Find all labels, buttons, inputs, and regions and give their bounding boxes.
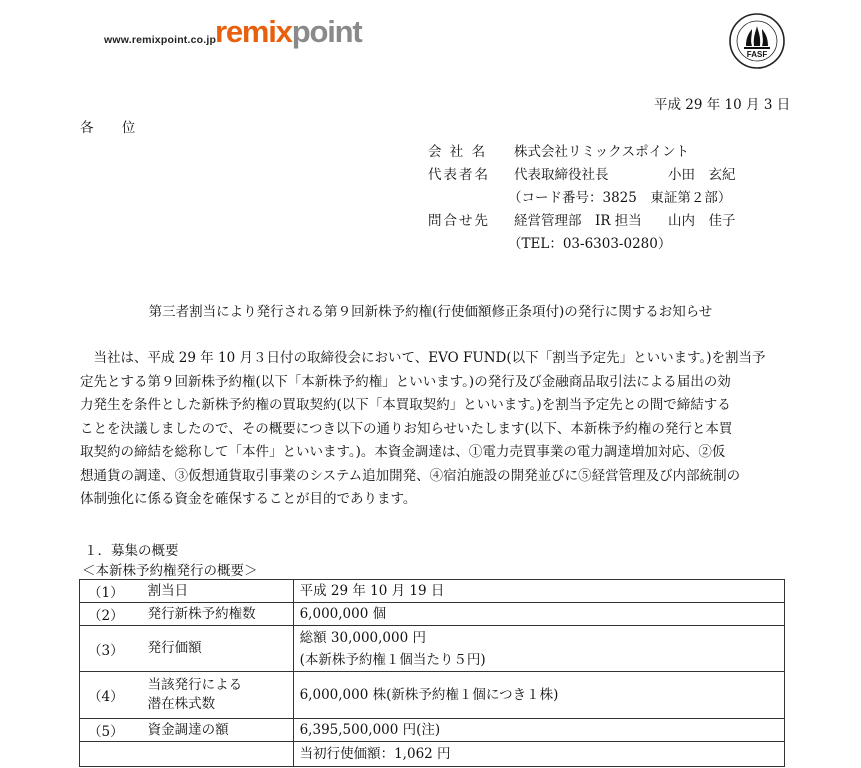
row-number: （4） <box>80 672 130 719</box>
body-line: 体制強化に係る資金を確保することが目的であります。 <box>80 491 417 507</box>
row-value-line: 6,000,000 個 <box>299 606 387 622</box>
seal-label: FASF <box>746 50 768 59</box>
section-heading: １．募集の概要 <box>84 543 179 559</box>
row-label-line: 資金調達の額 <box>147 721 229 738</box>
addressee: 各 位 <box>80 120 148 136</box>
row-label <box>130 672 294 719</box>
table-row <box>80 580 785 603</box>
row-number: （3） <box>80 626 130 672</box>
label-representative: 代表者名 <box>428 167 490 183</box>
row-number: （2） <box>80 603 130 626</box>
table-row <box>80 742 785 767</box>
contact-department: 経営管理部 IR 担当 <box>514 213 642 229</box>
company-logo <box>215 16 361 47</box>
row-number: （1） <box>80 580 130 603</box>
label-company-name: 会 社 名 <box>428 144 488 160</box>
row-label-line: 当該発行による <box>147 677 243 693</box>
row-label-line: 発行新株予約権数 <box>147 605 256 622</box>
representative-name: 小田 玄紀 <box>668 167 736 183</box>
offering-summary-table <box>79 579 785 767</box>
logo-remix: remix <box>215 14 292 49</box>
row-value <box>293 742 784 767</box>
subsection-heading: ＜本新株予約権発行の概要＞ <box>82 563 258 579</box>
document-date: 平成 29 年 10 月 3 日 <box>654 97 791 113</box>
row-value-line: 総額 30,000,000 円 <box>299 629 426 646</box>
table-row <box>80 719 785 742</box>
row-label <box>130 742 294 767</box>
label-contact: 問合せ先 <box>428 213 490 229</box>
company-url[interactable]: www.remixpoint.co.jp <box>104 34 217 46</box>
row-value <box>293 672 784 719</box>
row-label <box>130 580 294 603</box>
body-line: 定先とする第９回新株予約権(以下「本新株予約権」といいます。)の発行及び金融商品取引法による届出の効 <box>80 373 731 390</box>
row-value-line: 6,395,500,000 円(注) <box>299 722 441 738</box>
document-title: 第三者割当により発行される第９回新株予約権(行使価額修正条項付)の発行に関するお知らせ <box>148 304 713 320</box>
row-label-line: 発行価額 <box>147 640 202 656</box>
row-label <box>130 603 294 626</box>
row-number: （5） <box>80 719 130 742</box>
row-label <box>130 626 294 672</box>
body-line: 取契約の締結を総称して「本件」といいます。)。本資金調達は、①電力売買事業の電力調達増加対応、②仮 <box>80 444 726 460</box>
company-name: 株式会社リミックスポイント <box>514 144 690 160</box>
logo-point: point <box>291 14 362 49</box>
contact-tel: （TEL：03-6303-0280） <box>508 236 672 252</box>
stock-code: （コード番号：3825 東証第２部） <box>508 190 732 206</box>
contact-name: 山内 佳子 <box>668 213 736 229</box>
row-value <box>293 580 784 603</box>
row-label-line: 割当日 <box>147 582 189 599</box>
body-line: 力発生を条件とした新株予約権の買取契約(以下「本買取契約」といいます。)を割当予定先との間で締結する <box>80 397 731 413</box>
row-value <box>293 603 784 626</box>
row-value-line: 当初行使価額：1,062 円 <box>299 746 451 762</box>
body-line: 想通貨の調達、③仮想通貨取引事業のシステム追加開発、④宿泊施設の開発並びに⑤経営管理及び内部統制の <box>80 467 741 484</box>
row-value-line: 6,000,000 株(新株予約権１個につき１株) <box>299 687 559 703</box>
table-row <box>80 603 785 626</box>
table-row <box>80 672 785 719</box>
body-line: 当社は、平成 29 年 10 月３日付の取締役会において、EVO FUND(以下「割当予定先」といいます。)を割当予 <box>80 350 766 366</box>
row-value <box>293 719 784 742</box>
body-line: ことを決議しましたので、その概要につき以下の通りお知らせいたします(以下、本新株予約権の発行と本買 <box>80 420 733 437</box>
table-row <box>80 626 785 672</box>
row-value-line: (本新株予約権１個当たり５円) <box>299 651 486 668</box>
fasf-seal-icon <box>728 12 786 70</box>
representative-title: 代表取締役社長 <box>514 167 609 183</box>
row-value-line: 平成 29 年 10 月 19 日 <box>299 583 445 599</box>
row-value <box>293 626 784 672</box>
row-label-line: 潜在株式数 <box>147 696 216 712</box>
body-paragraph <box>80 347 786 512</box>
row-label <box>130 719 294 742</box>
row-number <box>80 742 130 767</box>
